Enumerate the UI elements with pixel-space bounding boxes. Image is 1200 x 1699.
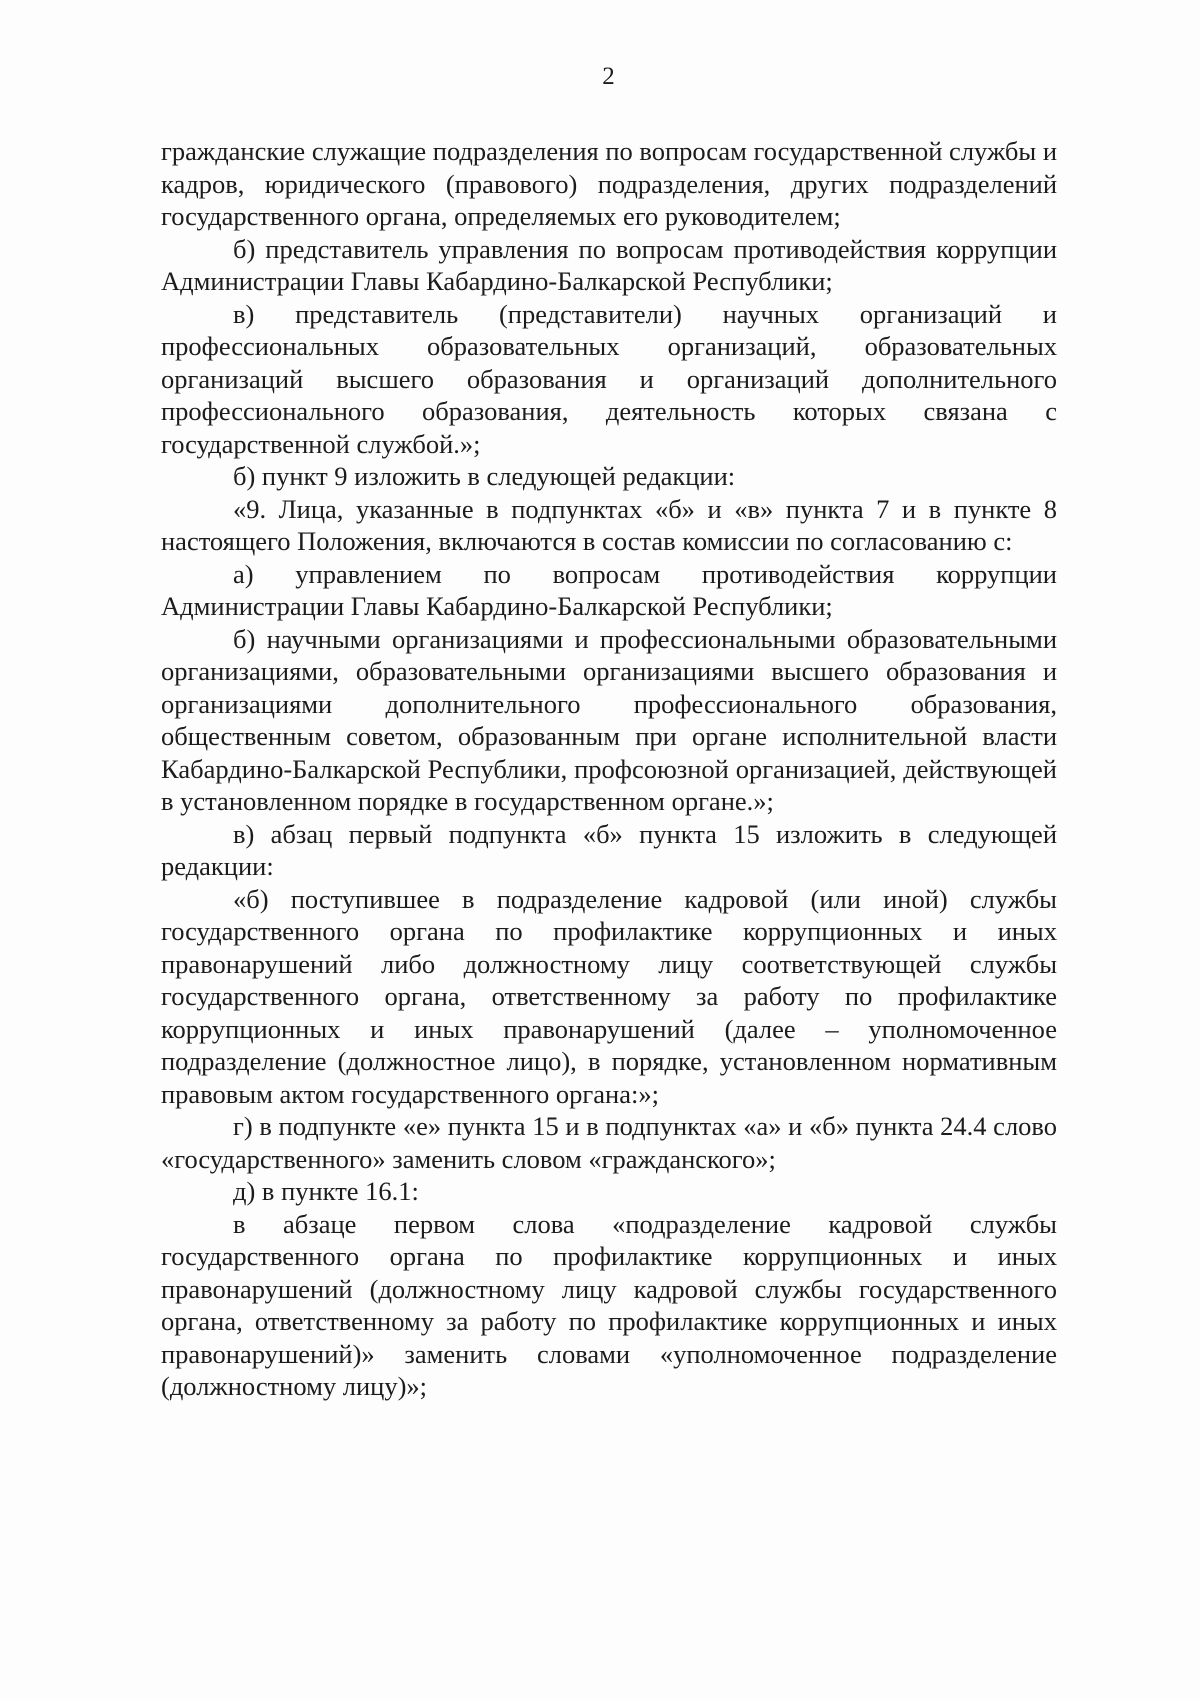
paragraph-5: «9. Лица, указанные в подпунктах «б» и «в» пункта 7 и в пункте 8 настоящего Положения, включаются в состав комиссии по согласованию с: xyxy=(161,493,1057,556)
page-number: 2 xyxy=(602,63,615,90)
paragraph-6: а) управлением по вопросам противодействия коррупции Администрации Главы Кабардино-Балкарской Республики; xyxy=(161,558,1057,621)
paragraph-2: б) представитель управления по вопросам противодействия коррупции Администрации Главы Кабардино-Балкарской Республики; xyxy=(161,233,1057,296)
paragraph-12: в абзаце первом слова «подразделение кадровой службы государственного органа по профилактике коррупционных и иных правонарушений (должностному лицу кадровой службы государственного органа, ответственному за работу по профилактике коррупционных и иных правонарушений)» заменить словами «уполномоченное подразделение (должностному лицу)»; xyxy=(161,1208,1057,1401)
paragraph-3: в) представитель (представители) научных организаций и профессиональных образовательных организаций, образовательных организаций высшего образования и организаций дополнительного профессионального образования, деятельность которых связана с государственной службой.»; xyxy=(161,298,1057,459)
paragraph-7: б) научными организациями и профессиональными образовательными организациями, образовательными организациями высшего образования и организациями дополнительного профессионального образования, общественным советом, образованным при органе исполнительной власти Кабардино-Балкарской Республики, профсоюзной организацией, действующей в установленном порядке в государственном органе.»; xyxy=(161,623,1057,816)
paragraph-9: «б) поступившее в подразделение кадровой (или иной) службы государственного органа по профилактике коррупционных и иных правонарушений либо должностному лицу соответствующей службы государственного органа, ответственному за работу по профилактике коррупционных и иных правонарушений (далее – уполномоченное подразделение (должностное лицо), в порядке, установленном нормативным правовым актом государственного органа:»; xyxy=(161,883,1057,1109)
paragraph-11: д) в пункте 16.1: xyxy=(233,1176,419,1206)
paragraph-10: г) в подпункте «е» пункта 15 и в подпунктах «а» и «б» пункта 24.4 слово «государственного» заменить словом «гражданского»; xyxy=(161,1111,1057,1174)
paragraph-4: б) пункт 9 изложить в следующей редакции: xyxy=(233,461,736,491)
paragraph-1: гражданские служащие подразделения по вопросам государственной службы и кадров, юридического (правового) подразделения, других подразделений государственного органа, определяемых его руководителем; xyxy=(161,136,1057,231)
paragraph-8: в) абзац первый подпункта «б» пункта 15 изложить в следующей редакции: xyxy=(161,818,1057,881)
document-body xyxy=(161,135,1057,1403)
